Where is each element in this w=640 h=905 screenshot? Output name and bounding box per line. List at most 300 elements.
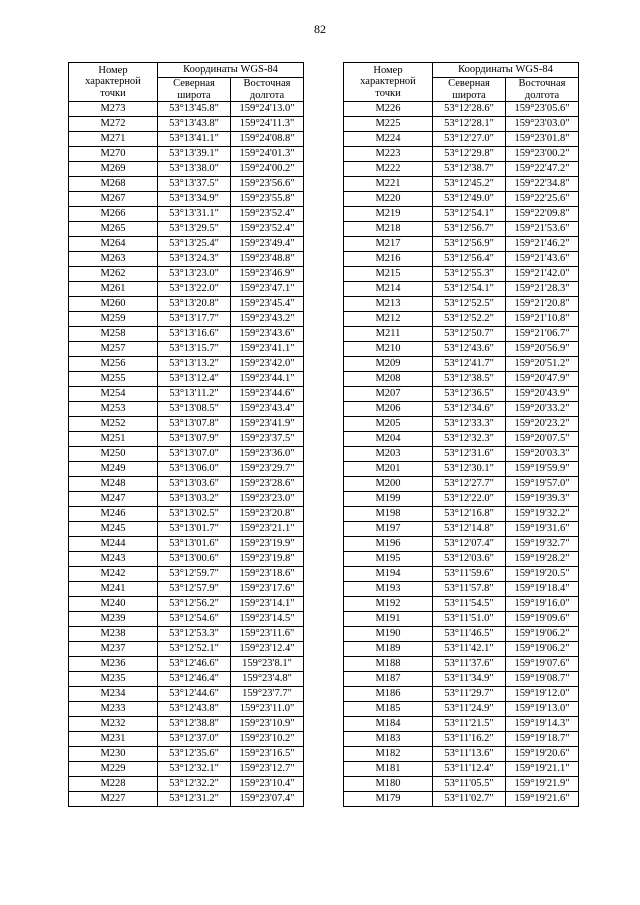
point-number-cell: М199 <box>344 492 433 507</box>
table-row <box>69 192 304 207</box>
latitude-cell: 53°12'27.0" <box>433 132 506 147</box>
point-number-cell: М222 <box>344 162 433 177</box>
longitude-cell: 159°23'14.5" <box>231 612 304 627</box>
longitude-cell: 159°23'48.8" <box>231 252 304 267</box>
point-number-cell: М201 <box>344 462 433 477</box>
latitude-cell: 53°13'13.2" <box>158 357 231 372</box>
latitude-cell: 53°11'02.7" <box>433 792 506 807</box>
longitude-cell: 159°19'32.7" <box>506 537 579 552</box>
longitude-cell: 159°19'06.2" <box>506 627 579 642</box>
longitude-cell: 159°23'43.2" <box>231 312 304 327</box>
table-row <box>344 717 579 732</box>
latitude-cell: 53°12'41.7" <box>433 357 506 372</box>
table-row <box>344 312 579 327</box>
table-row <box>344 222 579 237</box>
table-row <box>69 672 304 687</box>
point-number-cell: М230 <box>69 747 158 762</box>
longitude-cell: 159°23'56.6" <box>231 177 304 192</box>
latitude-cell: 53°13'06.0" <box>158 462 231 477</box>
latitude-cell: 53°12'14.8" <box>433 522 506 537</box>
latitude-cell: 53°13'34.9" <box>158 192 231 207</box>
longitude-cell: 159°19'21.9" <box>506 777 579 792</box>
latitude-cell: 53°12'31.2" <box>158 792 231 807</box>
point-number-cell: М193 <box>344 582 433 597</box>
point-number-cell: М252 <box>69 417 158 432</box>
longitude-cell: 159°23'11.6" <box>231 627 304 642</box>
latitude-cell: 53°11'42.1" <box>433 642 506 657</box>
longitude-cell: 159°23'16.5" <box>231 747 304 762</box>
longitude-cell: 159°23'10.2" <box>231 732 304 747</box>
latitude-cell: 53°11'13.6" <box>433 747 506 762</box>
point-number-cell: М207 <box>344 387 433 402</box>
header-point-line3: точки <box>375 87 401 99</box>
point-number-cell: М212 <box>344 312 433 327</box>
table-row <box>344 162 579 177</box>
longitude-cell: 159°19'28.2" <box>506 552 579 567</box>
point-number-cell: М228 <box>69 777 158 792</box>
latitude-cell: 53°11'37.6" <box>433 657 506 672</box>
table-row <box>344 342 579 357</box>
table-row <box>69 642 304 657</box>
table-row <box>69 417 304 432</box>
coordinates-table-left <box>68 62 304 807</box>
point-number-cell: М211 <box>344 327 433 342</box>
coordinates-table-right <box>343 62 579 807</box>
table-row <box>69 237 304 252</box>
table-row <box>344 747 579 762</box>
latitude-cell: 53°12'28.1" <box>433 117 506 132</box>
point-number-cell: М262 <box>69 267 158 282</box>
table-row <box>69 312 304 327</box>
latitude-cell: 53°13'23.0" <box>158 267 231 282</box>
latitude-cell: 53°13'03.6" <box>158 477 231 492</box>
table-row <box>344 237 579 252</box>
latitude-cell: 53°11'59.6" <box>433 567 506 582</box>
latitude-cell: 53°13'31.1" <box>158 207 231 222</box>
longitude-cell: 159°23'12.4" <box>231 642 304 657</box>
latitude-cell: 53°12'32.1" <box>158 762 231 777</box>
table-row <box>69 582 304 597</box>
table-row <box>344 672 579 687</box>
header-lon-line2: долгота <box>249 89 285 101</box>
longitude-cell: 159°23'20.8" <box>231 507 304 522</box>
header-longitude <box>506 78 579 102</box>
table-row <box>344 147 579 162</box>
point-number-cell: М256 <box>69 357 158 372</box>
table-row <box>69 777 304 792</box>
longitude-cell: 159°23'23.0" <box>231 492 304 507</box>
latitude-cell: 53°13'20.8" <box>158 297 231 312</box>
longitude-cell: 159°19'14.3" <box>506 717 579 732</box>
table-row <box>69 492 304 507</box>
point-number-cell: М209 <box>344 357 433 372</box>
longitude-cell: 159°23'21.1" <box>231 522 304 537</box>
point-number-cell: М198 <box>344 507 433 522</box>
point-number-cell: М219 <box>344 207 433 222</box>
table-row <box>344 357 579 372</box>
latitude-cell: 53°13'12.4" <box>158 372 231 387</box>
table-row <box>69 612 304 627</box>
latitude-cell: 53°12'46.4" <box>158 672 231 687</box>
latitude-cell: 53°12'43.8" <box>158 702 231 717</box>
table-row <box>344 702 579 717</box>
latitude-cell: 53°13'41.1" <box>158 132 231 147</box>
longitude-cell: 159°23'49.4" <box>231 237 304 252</box>
point-number-cell: М234 <box>69 687 158 702</box>
longitude-cell: 159°21'46.2" <box>506 237 579 252</box>
longitude-cell: 159°23'10.4" <box>231 777 304 792</box>
latitude-cell: 53°13'38.0" <box>158 162 231 177</box>
longitude-cell: 159°24'13.0" <box>231 102 304 117</box>
header-point-number <box>69 63 158 102</box>
table-row <box>69 462 304 477</box>
latitude-cell: 53°12'45.2" <box>433 177 506 192</box>
table-row <box>344 432 579 447</box>
latitude-cell: 53°12'28.6" <box>433 102 506 117</box>
latitude-cell: 53°12'33.3" <box>433 417 506 432</box>
latitude-cell: 53°11'21.5" <box>433 717 506 732</box>
point-number-cell: М225 <box>344 117 433 132</box>
latitude-cell: 53°12'07.4" <box>433 537 506 552</box>
latitude-cell: 53°13'24.3" <box>158 252 231 267</box>
latitude-cell: 53°13'07.9" <box>158 432 231 447</box>
point-number-cell: М192 <box>344 597 433 612</box>
table-row <box>69 222 304 237</box>
table-row <box>344 132 579 147</box>
table-row <box>344 252 579 267</box>
latitude-cell: 53°13'45.8" <box>158 102 231 117</box>
latitude-cell: 53°12'43.6" <box>433 342 506 357</box>
header-point-line1: Номер <box>373 64 403 76</box>
table-row <box>69 147 304 162</box>
table-row <box>344 372 579 387</box>
table-row <box>69 507 304 522</box>
point-number-cell: М258 <box>69 327 158 342</box>
point-number-cell: М196 <box>344 537 433 552</box>
header-latitude <box>158 78 231 102</box>
point-number-cell: М232 <box>69 717 158 732</box>
point-number-cell: М247 <box>69 492 158 507</box>
table-row <box>69 252 304 267</box>
latitude-cell: 53°13'25.4" <box>158 237 231 252</box>
table-row <box>69 702 304 717</box>
longitude-cell: 159°23'05.6" <box>506 102 579 117</box>
point-number-cell: М270 <box>69 147 158 162</box>
table-row <box>69 627 304 642</box>
longitude-cell: 159°23'46.9" <box>231 267 304 282</box>
longitude-cell: 159°23'18.6" <box>231 567 304 582</box>
longitude-cell: 159°23'47.1" <box>231 282 304 297</box>
point-number-cell: М263 <box>69 252 158 267</box>
longitude-cell: 159°23'03.0" <box>506 117 579 132</box>
header-lat-line2: широта <box>452 89 486 101</box>
point-number-cell: М249 <box>69 462 158 477</box>
longitude-cell: 159°19'20.5" <box>506 567 579 582</box>
point-number-cell: М204 <box>344 432 433 447</box>
latitude-cell: 53°12'56.9" <box>433 237 506 252</box>
longitude-cell: 159°24'01.3" <box>231 147 304 162</box>
latitude-cell: 53°11'12.4" <box>433 762 506 777</box>
latitude-cell: 53°13'17.7" <box>158 312 231 327</box>
latitude-cell: 53°13'02.5" <box>158 507 231 522</box>
table-row <box>344 522 579 537</box>
table-row <box>69 477 304 492</box>
point-number-cell: М264 <box>69 237 158 252</box>
table-row <box>69 687 304 702</box>
longitude-cell: 159°20'03.3" <box>506 447 579 462</box>
longitude-cell: 159°21'42.0" <box>506 267 579 282</box>
point-number-cell: М194 <box>344 567 433 582</box>
table-row <box>69 402 304 417</box>
point-number-cell: М238 <box>69 627 158 642</box>
table-row <box>69 717 304 732</box>
longitude-cell: 159°20'07.5" <box>506 432 579 447</box>
latitude-cell: 53°12'34.6" <box>433 402 506 417</box>
table-row <box>69 102 304 117</box>
point-number-cell: М206 <box>344 402 433 417</box>
point-number-cell: М259 <box>69 312 158 327</box>
point-number-cell: М217 <box>344 237 433 252</box>
point-number-cell: М254 <box>69 387 158 402</box>
latitude-cell: 53°13'43.8" <box>158 117 231 132</box>
latitude-cell: 53°13'29.5" <box>158 222 231 237</box>
latitude-cell: 53°12'38.8" <box>158 717 231 732</box>
point-number-cell: М190 <box>344 627 433 642</box>
table-body-left <box>69 102 304 807</box>
longitude-cell: 159°23'36.0" <box>231 447 304 462</box>
latitude-cell: 53°12'55.3" <box>433 267 506 282</box>
longitude-cell: 159°23'52.4" <box>231 207 304 222</box>
longitude-cell: 159°21'20.8" <box>506 297 579 312</box>
point-number-cell: М271 <box>69 132 158 147</box>
point-number-cell: М183 <box>344 732 433 747</box>
longitude-cell: 159°19'09.6" <box>506 612 579 627</box>
table-row <box>344 732 579 747</box>
header-lat-line2: широта <box>177 89 211 101</box>
longitude-cell: 159°23'55.8" <box>231 192 304 207</box>
latitude-cell: 53°11'05.5" <box>433 777 506 792</box>
header-point-line3: точки <box>100 87 126 99</box>
point-number-cell: М191 <box>344 612 433 627</box>
table-row <box>344 627 579 642</box>
table-row <box>344 492 579 507</box>
table-row <box>344 192 579 207</box>
point-number-cell: М253 <box>69 402 158 417</box>
longitude-cell: 159°23'12.7" <box>231 762 304 777</box>
latitude-cell: 53°12'30.1" <box>433 462 506 477</box>
latitude-cell: 53°12'37.0" <box>158 732 231 747</box>
table-row <box>344 267 579 282</box>
table-row <box>69 447 304 462</box>
latitude-cell: 53°12'52.1" <box>158 642 231 657</box>
table-row <box>69 537 304 552</box>
point-number-cell: М210 <box>344 342 433 357</box>
longitude-cell: 159°24'11.3" <box>231 117 304 132</box>
longitude-cell: 159°21'10.8" <box>506 312 579 327</box>
table-row <box>344 777 579 792</box>
table-row <box>69 207 304 222</box>
longitude-cell: 159°23'07.4" <box>231 792 304 807</box>
longitude-cell: 159°22'25.6" <box>506 192 579 207</box>
table-row <box>69 792 304 807</box>
longitude-cell: 159°22'47.2" <box>506 162 579 177</box>
latitude-cell: 53°13'15.7" <box>158 342 231 357</box>
longitude-cell: 159°23'43.6" <box>231 327 304 342</box>
longitude-cell: 159°19'16.0" <box>506 597 579 612</box>
longitude-cell: 159°20'33.2" <box>506 402 579 417</box>
point-number-cell: М188 <box>344 657 433 672</box>
latitude-cell: 53°12'36.5" <box>433 387 506 402</box>
longitude-cell: 159°23'19.8" <box>231 552 304 567</box>
point-number-cell: М260 <box>69 297 158 312</box>
point-number-cell: М221 <box>344 177 433 192</box>
point-number-cell: М197 <box>344 522 433 537</box>
point-number-cell: М257 <box>69 342 158 357</box>
table-row <box>344 642 579 657</box>
latitude-cell: 53°13'08.5" <box>158 402 231 417</box>
longitude-cell: 159°24'08.8" <box>231 132 304 147</box>
latitude-cell: 53°13'37.5" <box>158 177 231 192</box>
point-number-cell: М179 <box>344 792 433 807</box>
point-number-cell: М273 <box>69 102 158 117</box>
latitude-cell: 53°11'16.2" <box>433 732 506 747</box>
latitude-cell: 53°11'51.0" <box>433 612 506 627</box>
longitude-cell: 159°23'37.5" <box>231 432 304 447</box>
longitude-cell: 159°20'43.9" <box>506 387 579 402</box>
point-number-cell: М223 <box>344 147 433 162</box>
table-row <box>344 792 579 807</box>
longitude-cell: 159°19'59.9" <box>506 462 579 477</box>
latitude-cell: 53°12'54.1" <box>433 282 506 297</box>
header-point-line1: Номер <box>98 64 128 76</box>
point-number-cell: М272 <box>69 117 158 132</box>
longitude-cell: 159°19'18.4" <box>506 582 579 597</box>
latitude-cell: 53°12'38.7" <box>433 162 506 177</box>
table-row <box>344 762 579 777</box>
point-number-cell: М200 <box>344 477 433 492</box>
latitude-cell: 53°12'57.9" <box>158 582 231 597</box>
longitude-cell: 159°23'4.8" <box>231 672 304 687</box>
table-row <box>69 177 304 192</box>
table-row <box>69 597 304 612</box>
longitude-cell: 159°22'09.8" <box>506 207 579 222</box>
longitude-cell: 159°23'14.1" <box>231 597 304 612</box>
longitude-cell: 159°21'06.7" <box>506 327 579 342</box>
point-number-cell: М229 <box>69 762 158 777</box>
point-number-cell: М216 <box>344 252 433 267</box>
table-row <box>69 132 304 147</box>
table-row <box>344 447 579 462</box>
latitude-cell: 53°12'44.6" <box>158 687 231 702</box>
point-number-cell: М214 <box>344 282 433 297</box>
longitude-cell: 159°19'39.3" <box>506 492 579 507</box>
table-row <box>344 567 579 582</box>
table-row <box>344 477 579 492</box>
latitude-cell: 53°11'57.8" <box>433 582 506 597</box>
point-number-cell: М250 <box>69 447 158 462</box>
longitude-cell: 159°23'43.4" <box>231 402 304 417</box>
latitude-cell: 53°12'32.3" <box>433 432 506 447</box>
table-row <box>69 657 304 672</box>
latitude-cell: 53°12'32.2" <box>158 777 231 792</box>
latitude-cell: 53°12'59.7" <box>158 567 231 582</box>
point-number-cell: М244 <box>69 537 158 552</box>
longitude-cell: 159°23'28.6" <box>231 477 304 492</box>
latitude-cell: 53°12'03.6" <box>433 552 506 567</box>
longitude-cell: 159°23'44.6" <box>231 387 304 402</box>
header-point-line2: характерной <box>360 76 416 88</box>
table-row <box>69 567 304 582</box>
table-row <box>69 372 304 387</box>
point-number-cell: М261 <box>69 282 158 297</box>
longitude-cell: 159°23'11.0" <box>231 702 304 717</box>
point-number-cell: М181 <box>344 762 433 777</box>
table-body-right <box>344 102 579 807</box>
table-row <box>69 732 304 747</box>
longitude-cell: 159°23'52.4" <box>231 222 304 237</box>
point-number-cell: М248 <box>69 477 158 492</box>
table-row <box>344 507 579 522</box>
longitude-cell: 159°19'06.2" <box>506 642 579 657</box>
longitude-cell: 159°19'31.6" <box>506 522 579 537</box>
latitude-cell: 53°12'54.1" <box>433 207 506 222</box>
point-number-cell: М237 <box>69 642 158 657</box>
longitude-cell: 159°24'00.2" <box>231 162 304 177</box>
latitude-cell: 53°12'56.2" <box>158 597 231 612</box>
point-number-cell: М242 <box>69 567 158 582</box>
table-row <box>69 522 304 537</box>
longitude-cell: 159°19'07.6" <box>506 657 579 672</box>
table-row <box>69 432 304 447</box>
table-row <box>344 657 579 672</box>
latitude-cell: 53°13'39.1" <box>158 147 231 162</box>
point-number-cell: М268 <box>69 177 158 192</box>
table-row <box>344 102 579 117</box>
point-number-cell: М269 <box>69 162 158 177</box>
point-number-cell: М231 <box>69 732 158 747</box>
header-lat-line1: Северная <box>173 78 215 89</box>
table-row <box>69 357 304 372</box>
latitude-cell: 53°12'38.5" <box>433 372 506 387</box>
table-row <box>344 417 579 432</box>
point-number-cell: М265 <box>69 222 158 237</box>
latitude-cell: 53°13'03.2" <box>158 492 231 507</box>
longitude-cell: 159°20'47.9" <box>506 372 579 387</box>
page-number: 82 <box>314 22 326 36</box>
longitude-cell: 159°19'21.1" <box>506 762 579 777</box>
table-row <box>344 687 579 702</box>
longitude-cell: 159°19'32.2" <box>506 507 579 522</box>
longitude-cell: 159°19'12.0" <box>506 687 579 702</box>
header-point-number <box>344 63 433 102</box>
point-number-cell: М224 <box>344 132 433 147</box>
longitude-cell: 159°23'01.8" <box>506 132 579 147</box>
latitude-cell: 53°12'46.6" <box>158 657 231 672</box>
table-row <box>344 462 579 477</box>
point-number-cell: М227 <box>69 792 158 807</box>
table-row <box>344 297 579 312</box>
point-number-cell: М243 <box>69 552 158 567</box>
point-number-cell: М267 <box>69 192 158 207</box>
point-number-cell: М240 <box>69 597 158 612</box>
latitude-cell: 53°13'16.6" <box>158 327 231 342</box>
header-point-line2: характерной <box>85 76 141 88</box>
header-coordinates: Координаты WGS-84 <box>158 63 304 78</box>
latitude-cell: 53°12'16.8" <box>433 507 506 522</box>
point-number-cell: М239 <box>69 612 158 627</box>
point-number-cell: М246 <box>69 507 158 522</box>
point-number-cell: М245 <box>69 522 158 537</box>
